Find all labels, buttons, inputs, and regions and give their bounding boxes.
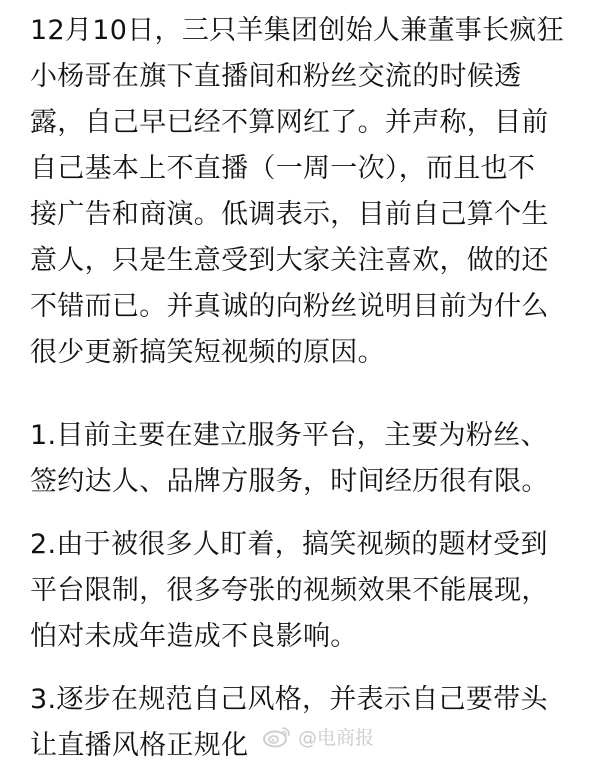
point-2-paragraph [30, 522, 590, 660]
text-line: 1.目前主要在建立服务平台，主要为粉丝、 [30, 420, 548, 451]
text-line: 12月10日，三只羊集团创始人兼董事长疯狂 [30, 15, 565, 46]
text-line: 接广告和商演。低调表示，目前自己算个生 [30, 199, 549, 230]
point-1-paragraph [30, 413, 590, 505]
text-line: 2.由于被很多人盯着，搞笑视频的题材受到 [30, 529, 548, 560]
intro-paragraph [30, 8, 590, 376]
watermark-text: @电商报 [298, 726, 375, 749]
text-line: 自己基本上不直播（一周一次），而且也不 [30, 153, 536, 184]
text-line: 很少更新搞笑短视频的原因。 [30, 337, 385, 368]
text-line: 平台限制，很多夸张的视频效果不能展现， [30, 575, 549, 606]
text-line: 意人，只是生意受到大家关注喜欢，做的还 [30, 245, 549, 276]
text-line: 让直播风格正规化 [30, 730, 249, 761]
weibo-logo-icon [262, 724, 292, 748]
text-line: 签约达人、品牌方服务，时间经历很有限。 [30, 466, 549, 497]
text-line: 怕对未成年造成不良影响。 [30, 621, 358, 652]
watermark [262, 720, 374, 752]
text-line: 小杨哥在旗下直播间和粉丝交流的时候透 [30, 61, 522, 92]
text-line: 露，自己早已经不算网红了。并声称，目前 [30, 107, 549, 138]
text-line: 3.逐步在规范自己风格，并表示自己要带头 [30, 684, 548, 715]
text-line: 不错而已。并真诚的向粉丝说明目前为什么 [30, 291, 549, 322]
